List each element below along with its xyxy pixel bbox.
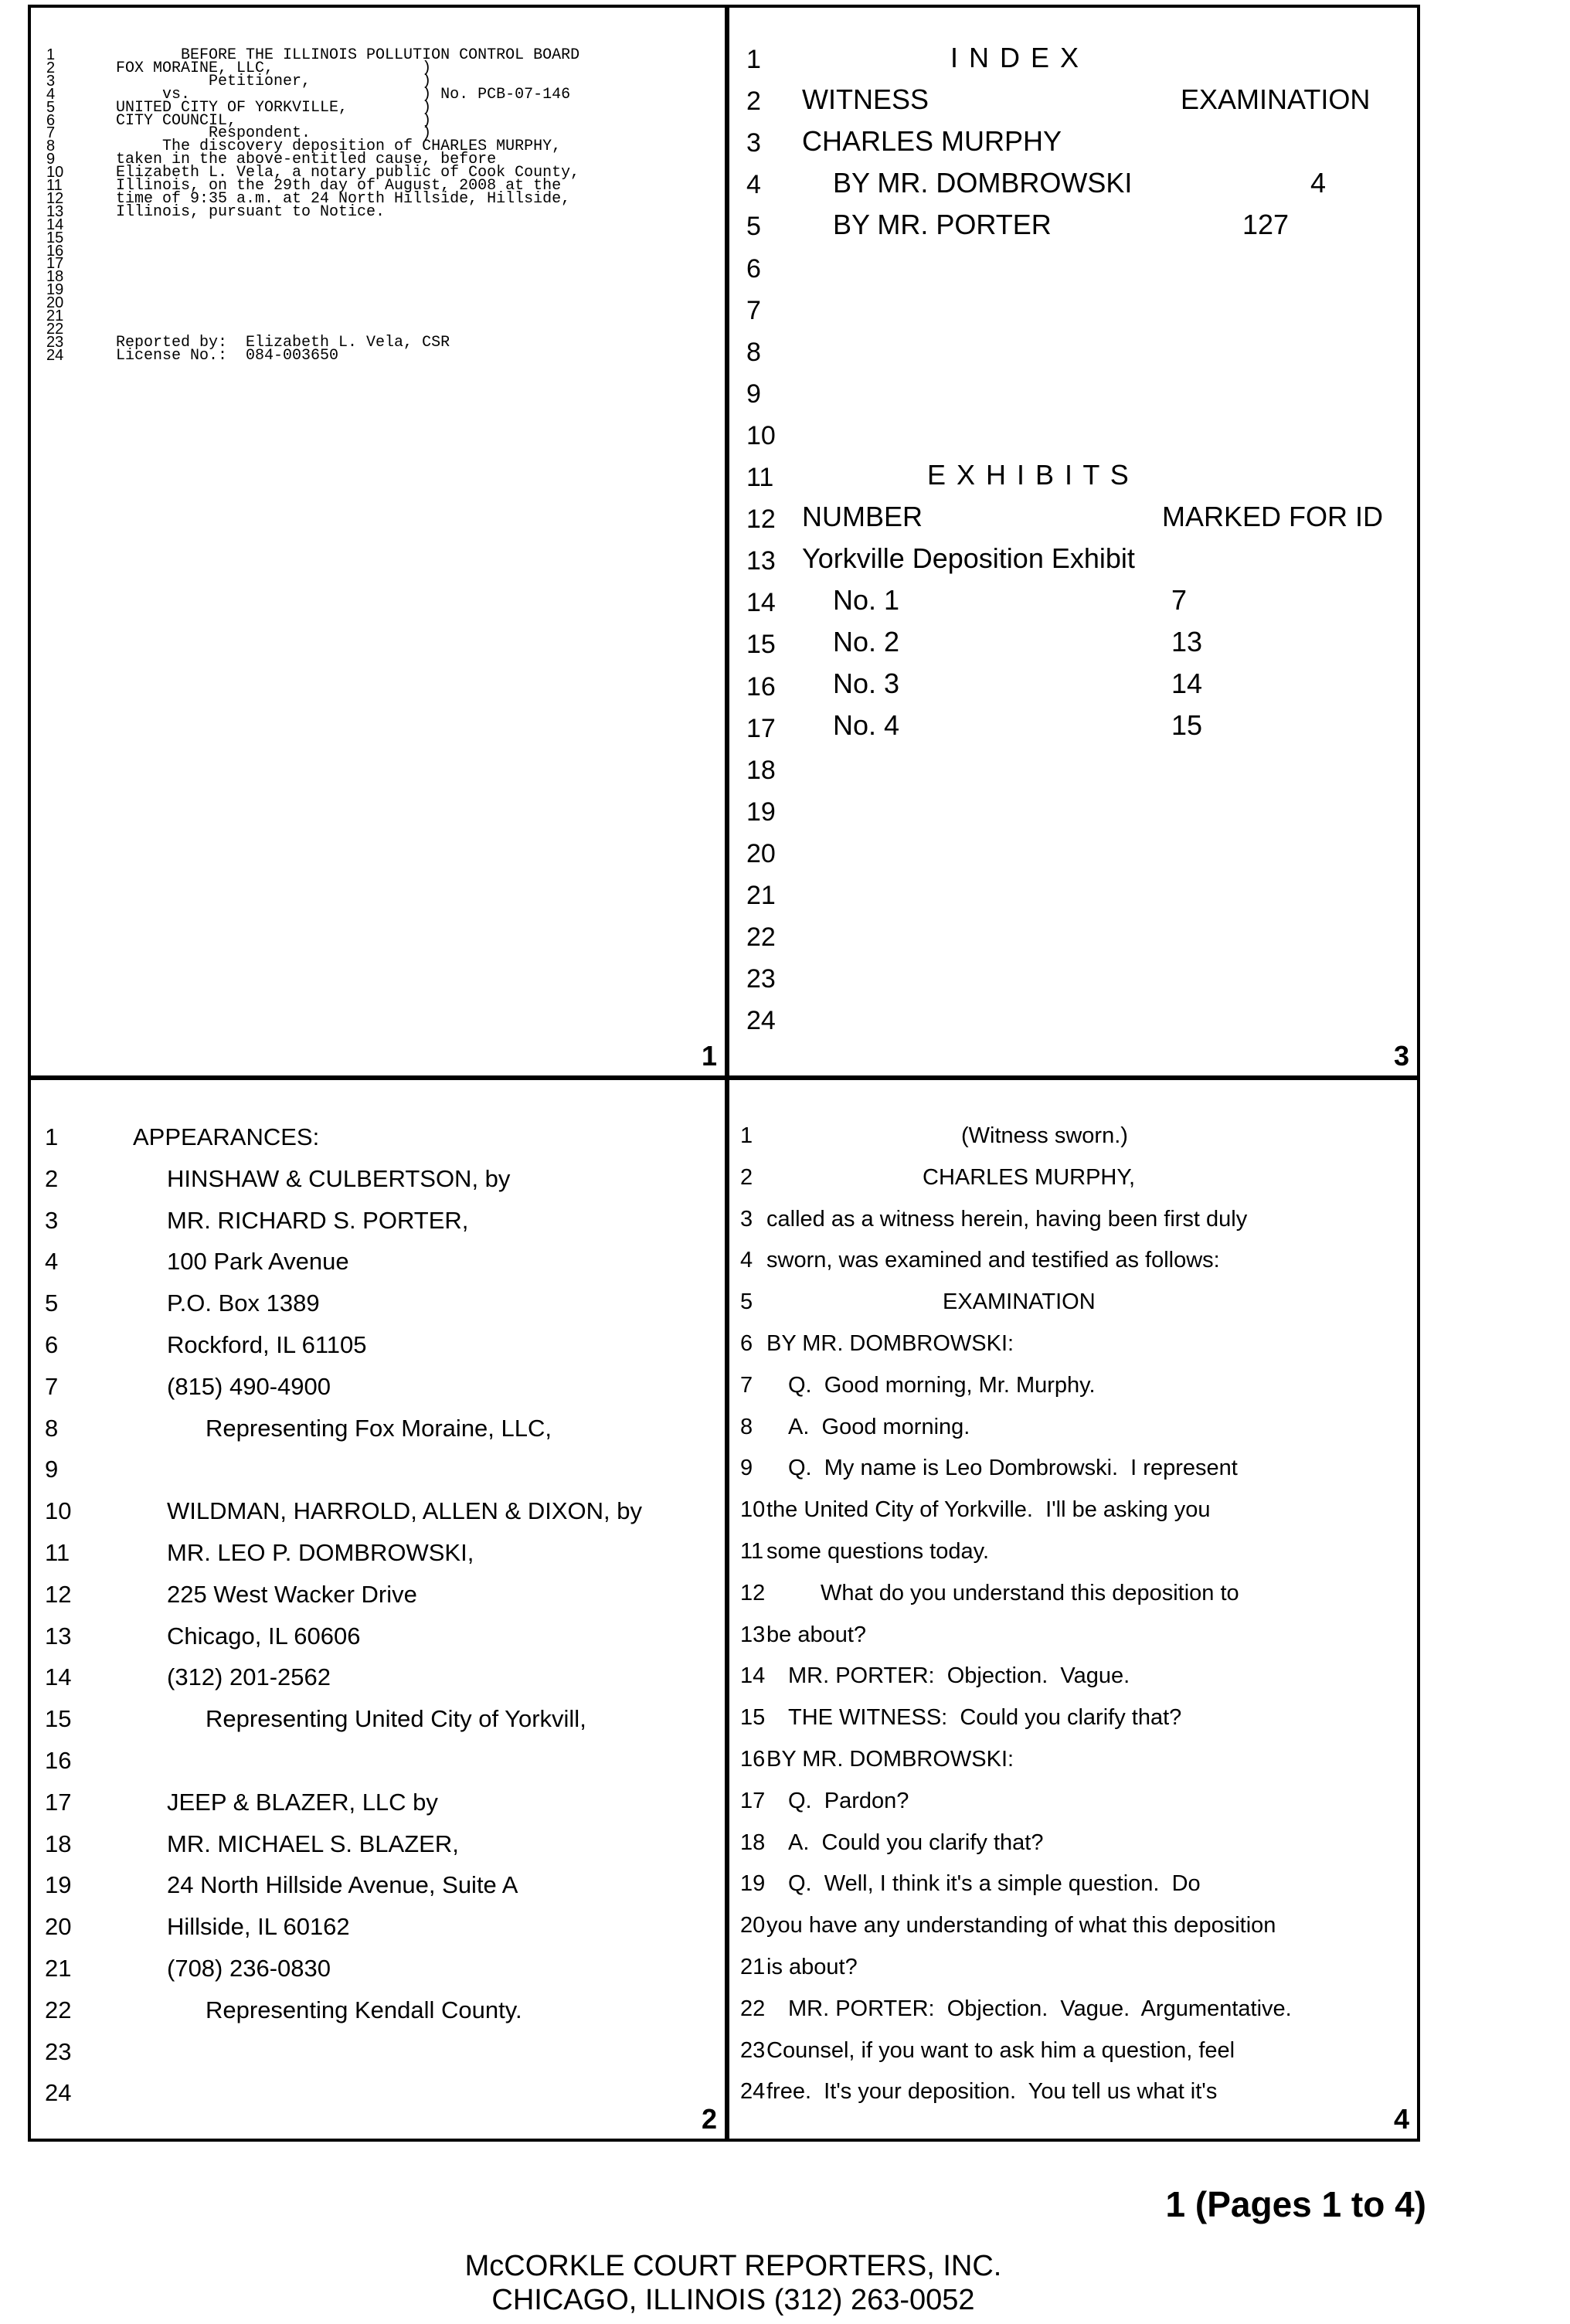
line-number: 14 bbox=[746, 588, 776, 618]
line-number: 19 bbox=[740, 1871, 766, 1897]
line-number: 1 bbox=[45, 1123, 59, 1150]
examination-page: 127 bbox=[1242, 209, 1290, 240]
line-number: 18 bbox=[45, 1830, 72, 1857]
transcript-line: Q. My name is Leo Dombrowski. I represent bbox=[788, 1456, 1238, 1481]
exhibit-number: No. 1 bbox=[833, 584, 900, 616]
line-number: 14 bbox=[740, 1663, 766, 1689]
line-number: 17 bbox=[746, 713, 776, 743]
transcript-line: Q. Pardon? bbox=[788, 1788, 909, 1813]
transcript-line: License No.: 084-003650 bbox=[116, 346, 339, 365]
page-number: 2 bbox=[701, 2103, 717, 2135]
line-number: 19 bbox=[746, 797, 776, 827]
line-number: 15 bbox=[740, 1705, 766, 1731]
line-number: 22 bbox=[45, 1996, 72, 2023]
line-number: 24 bbox=[740, 2079, 766, 2105]
transcript-line: Representing Fox Moraine, LLC, bbox=[206, 1414, 552, 1442]
page-number: 1 bbox=[701, 1040, 717, 1072]
transcript-line: you have any understanding of what this deposition bbox=[766, 1913, 1276, 1938]
footer-location: CHICAGO, ILLINOIS (312) 263-0052 bbox=[491, 2284, 975, 2316]
transcript-line: BY MR. DOMBROWSKI: bbox=[766, 1747, 1014, 1772]
line-number: 8 bbox=[45, 1414, 59, 1442]
transcript-line: UNITED CITY OF YORKVILLE, ) bbox=[116, 98, 432, 117]
line-number: 6 bbox=[45, 1331, 59, 1358]
line-number: 10 bbox=[746, 420, 776, 450]
line-number: 3 bbox=[45, 1206, 59, 1234]
transcript-line: some questions today. bbox=[766, 1539, 990, 1564]
line-number: 18 bbox=[746, 755, 776, 785]
line-number: 17 bbox=[45, 1788, 72, 1816]
transcript-line: 225 West Wacker Drive bbox=[167, 1580, 417, 1608]
transcript-page-4 bbox=[726, 1077, 1420, 2142]
transcript-line: Elizabeth L. Vela, a notary public of Cook County, bbox=[116, 164, 580, 182]
line-number: 11 bbox=[46, 177, 63, 194]
line-number: 3 bbox=[46, 72, 56, 90]
line-number: 3 bbox=[746, 128, 761, 158]
transcript-line: sworn, was examined and testified as follows: bbox=[766, 1248, 1220, 1273]
line-number: 2 bbox=[45, 1164, 59, 1192]
line-number: 20 bbox=[746, 838, 776, 868]
line-number: 20 bbox=[45, 1913, 72, 1941]
line-number: 8 bbox=[746, 337, 761, 367]
transcript-line: A. Good morning. bbox=[788, 1414, 970, 1439]
transcript-line: Representing Kendall County. bbox=[206, 1996, 522, 2023]
transcript-line: (815) 490-4900 bbox=[167, 1372, 331, 1400]
line-number: 13 bbox=[46, 202, 64, 220]
line-number: 8 bbox=[46, 138, 56, 155]
line-number: 20 bbox=[740, 1913, 766, 1938]
transcript-line: MR. LEO P. DOMBROWSKI, bbox=[167, 1539, 474, 1566]
transcript-line: A. Could you clarify that? bbox=[788, 1830, 1044, 1855]
line-number: 4 bbox=[46, 85, 56, 103]
transcript-line: Q. Good morning, Mr. Murphy. bbox=[788, 1372, 1096, 1398]
line-number: 9 bbox=[46, 151, 56, 168]
line-number: 4 bbox=[740, 1248, 753, 1273]
exhibit-page: 14 bbox=[1171, 668, 1203, 699]
transcript-line: the United City of Yorkville. I'll be asking you bbox=[766, 1497, 1211, 1523]
transcript-line: time of 9:35 a.m. at 24 North Hillside, Hillside, bbox=[116, 189, 571, 208]
transcript-line: MR. PORTER: Objection. Vague. Argumentative. bbox=[788, 1996, 1292, 2021]
transcript-line: 100 Park Avenue bbox=[167, 1248, 349, 1276]
line-number: 12 bbox=[740, 1580, 766, 1605]
index-title: I N D E X bbox=[950, 42, 1081, 73]
line-number: 22 bbox=[740, 1996, 766, 2021]
exhibit-number: No. 4 bbox=[833, 709, 900, 741]
line-number: 22 bbox=[746, 922, 776, 953]
transcript-line: FOX MORAINE, LLC, ) bbox=[116, 59, 432, 77]
examination-by: BY MR. PORTER bbox=[833, 209, 1052, 240]
line-number: 13 bbox=[746, 546, 776, 576]
line-number: 11 bbox=[740, 1539, 764, 1564]
line-number: 22 bbox=[46, 320, 64, 338]
transcript-line: (708) 236-0830 bbox=[167, 1955, 331, 1982]
transcript-line: CHARLES MURPHY, bbox=[923, 1164, 1136, 1190]
line-number: 5 bbox=[746, 212, 761, 242]
line-number: 9 bbox=[746, 379, 761, 409]
line-number: 24 bbox=[45, 2079, 72, 2107]
exhibit-number: No. 2 bbox=[833, 626, 900, 657]
transcript-line: P.O. Box 1389 bbox=[167, 1289, 320, 1317]
transcript-line: The discovery deposition of CHARLES MURPHY, bbox=[116, 138, 562, 156]
line-number: 11 bbox=[746, 463, 774, 492]
line-number: 20 bbox=[46, 294, 64, 312]
page-number: 4 bbox=[1393, 2103, 1409, 2135]
transcript-line: BY MR. DOMBROWSKI: bbox=[766, 1331, 1014, 1356]
footer-company: McCORKLE COURT REPORTERS, INC. bbox=[464, 2250, 1002, 2282]
witness-name: CHARLES MURPHY bbox=[802, 125, 1062, 157]
line-number: 8 bbox=[740, 1414, 753, 1439]
transcript-line: APPEARANCES: bbox=[133, 1123, 320, 1150]
line-number: 2 bbox=[46, 59, 56, 76]
line-number: 1 bbox=[740, 1123, 753, 1148]
transcript-line: taken in the above-entitled cause, before bbox=[116, 151, 497, 169]
line-number: 5 bbox=[45, 1289, 59, 1317]
transcript-page-3 bbox=[726, 5, 1420, 1079]
line-number: 21 bbox=[45, 1955, 72, 1982]
exhibit-page: 7 bbox=[1171, 584, 1188, 616]
line-number: 1 bbox=[46, 46, 56, 63]
transcript-page-2 bbox=[28, 1077, 728, 2142]
transcript-line: Representing United City of Yorkvill, bbox=[206, 1705, 586, 1733]
line-number: 21 bbox=[740, 1955, 766, 1979]
line-number: 2 bbox=[740, 1164, 753, 1190]
transcript-line: (312) 201-2562 bbox=[167, 1663, 331, 1691]
transcript-line: 24 North Hillside Avenue, Suite A bbox=[167, 1871, 518, 1899]
line-number: 7 bbox=[46, 124, 56, 142]
line-number: 12 bbox=[46, 189, 64, 207]
line-number: 1 bbox=[746, 45, 761, 74]
line-number: 5 bbox=[740, 1289, 753, 1315]
line-number: 5 bbox=[46, 98, 56, 116]
transcript-line: Respondent. ) bbox=[116, 124, 432, 143]
transcript-line: Chicago, IL 60606 bbox=[167, 1622, 361, 1650]
transcript-line: called as a witness herein, having been first duly bbox=[766, 1206, 1248, 1232]
transcript-line: be about? bbox=[766, 1622, 867, 1647]
line-number: 7 bbox=[740, 1372, 753, 1398]
transcript-line: Reported by: Elizabeth L. Vela, CSR bbox=[116, 333, 450, 352]
line-number: 18 bbox=[46, 268, 64, 286]
line-number: 13 bbox=[45, 1622, 72, 1650]
examination-page: 4 bbox=[1310, 167, 1327, 199]
line-number: 6 bbox=[746, 253, 761, 284]
line-number: 15 bbox=[45, 1705, 72, 1733]
line-number: 7 bbox=[746, 295, 761, 325]
line-number: 16 bbox=[45, 1747, 72, 1774]
line-number: 12 bbox=[746, 505, 776, 535]
line-number: 21 bbox=[46, 307, 64, 324]
exhibit-group: Yorkville Deposition Exhibit bbox=[802, 542, 1135, 574]
transcript-line: Counsel, if you want to ask him a question, feel bbox=[766, 2037, 1235, 2063]
transcript-line: Petitioner, ) bbox=[116, 72, 432, 90]
transcript-line: MR. MICHAEL S. BLAZER, bbox=[167, 1830, 459, 1857]
line-number: 23 bbox=[740, 2037, 766, 2063]
transcript-line: HINSHAW & CULBERTSON, by bbox=[167, 1164, 511, 1192]
line-number: 11 bbox=[45, 1539, 70, 1566]
line-number: 9 bbox=[740, 1456, 753, 1481]
page-number: 3 bbox=[1393, 1040, 1409, 1072]
transcript-page-1 bbox=[28, 5, 728, 1079]
page-range-summary: 1 (Pages 1 to 4) bbox=[1165, 2184, 1426, 2224]
line-number: 19 bbox=[45, 1871, 72, 1899]
line-number: 10 bbox=[740, 1497, 766, 1523]
line-number: 24 bbox=[746, 1006, 776, 1036]
line-number: 15 bbox=[746, 630, 776, 660]
line-number: 23 bbox=[46, 333, 64, 351]
exhibits-title: E X H I B I T S bbox=[927, 459, 1130, 491]
line-number: 4 bbox=[45, 1248, 59, 1276]
transcript-line: vs. ) No. PCB-07-146 bbox=[116, 85, 571, 104]
transcript-line: Hillside, IL 60162 bbox=[167, 1913, 350, 1941]
line-number: 21 bbox=[746, 881, 776, 910]
number-column-header: NUMBER bbox=[802, 501, 923, 532]
transcript-line: What do you understand this deposition to bbox=[821, 1580, 1239, 1605]
line-number: 10 bbox=[45, 1497, 72, 1525]
transcript-line: EXAMINATION bbox=[943, 1289, 1096, 1315]
line-number: 24 bbox=[46, 346, 64, 364]
line-number: 10 bbox=[46, 164, 64, 182]
line-number: 15 bbox=[46, 229, 64, 246]
line-number: 9 bbox=[45, 1456, 59, 1483]
transcript-line: Illinois, on the 29th day of August, 2008 at the bbox=[116, 177, 562, 195]
transcript-line: is about? bbox=[766, 1955, 858, 1979]
transcript-line: WILDMAN, HARROLD, ALLEN & DIXON, by bbox=[167, 1497, 642, 1525]
line-number: 6 bbox=[46, 111, 56, 129]
exhibit-page: 15 bbox=[1171, 709, 1203, 741]
line-number: 17 bbox=[740, 1788, 766, 1813]
line-number: 13 bbox=[740, 1622, 766, 1647]
line-number: 18 bbox=[740, 1830, 766, 1855]
transcript-line: JEEP & BLAZER, LLC by bbox=[167, 1788, 438, 1816]
transcript-line: CITY COUNCIL, ) bbox=[116, 111, 432, 130]
line-number: 23 bbox=[45, 2037, 72, 2065]
exhibit-number: No. 3 bbox=[833, 668, 900, 699]
transcript-line: THE WITNESS: Could you clarify that? bbox=[788, 1705, 1182, 1731]
transcript-line: MR. RICHARD S. PORTER, bbox=[167, 1206, 469, 1234]
line-number: 4 bbox=[746, 170, 761, 200]
line-number: 16 bbox=[740, 1747, 766, 1772]
line-number: 16 bbox=[746, 671, 776, 702]
examination-column-header: EXAMINATION bbox=[1181, 83, 1371, 115]
transcript-line: MR. PORTER: Objection. Vague. bbox=[788, 1663, 1130, 1689]
line-number: 2 bbox=[746, 87, 761, 117]
examination-by: BY MR. DOMBROWSKI bbox=[833, 167, 1133, 199]
transcript-line: Illinois, pursuant to Notice. bbox=[116, 202, 386, 221]
line-number: 7 bbox=[45, 1372, 59, 1400]
line-number: 14 bbox=[46, 216, 64, 233]
line-number: 17 bbox=[46, 255, 64, 273]
transcript-line: free. It's your deposition. You tell us what it's bbox=[766, 2079, 1218, 2105]
transcript-line: Rockford, IL 61105 bbox=[167, 1331, 367, 1358]
line-number: 23 bbox=[746, 964, 776, 994]
line-number: 6 bbox=[740, 1331, 753, 1356]
line-number: 16 bbox=[46, 242, 64, 260]
marked-column-header: MARKED FOR ID bbox=[1162, 501, 1384, 532]
witness-column-header: WITNESS bbox=[802, 83, 929, 115]
line-number: 12 bbox=[45, 1580, 72, 1608]
transcript-line: (Witness sworn.) bbox=[961, 1123, 1128, 1148]
transcript-line: Q. Well, I think it's a simple question. Do bbox=[788, 1871, 1201, 1897]
line-number: 3 bbox=[740, 1206, 753, 1232]
line-number: 14 bbox=[45, 1663, 72, 1691]
exhibit-page: 13 bbox=[1171, 626, 1203, 657]
line-number: 19 bbox=[46, 281, 64, 299]
transcript-line: BEFORE THE ILLINOIS POLLUTION CONTROL BOARD bbox=[116, 46, 580, 64]
